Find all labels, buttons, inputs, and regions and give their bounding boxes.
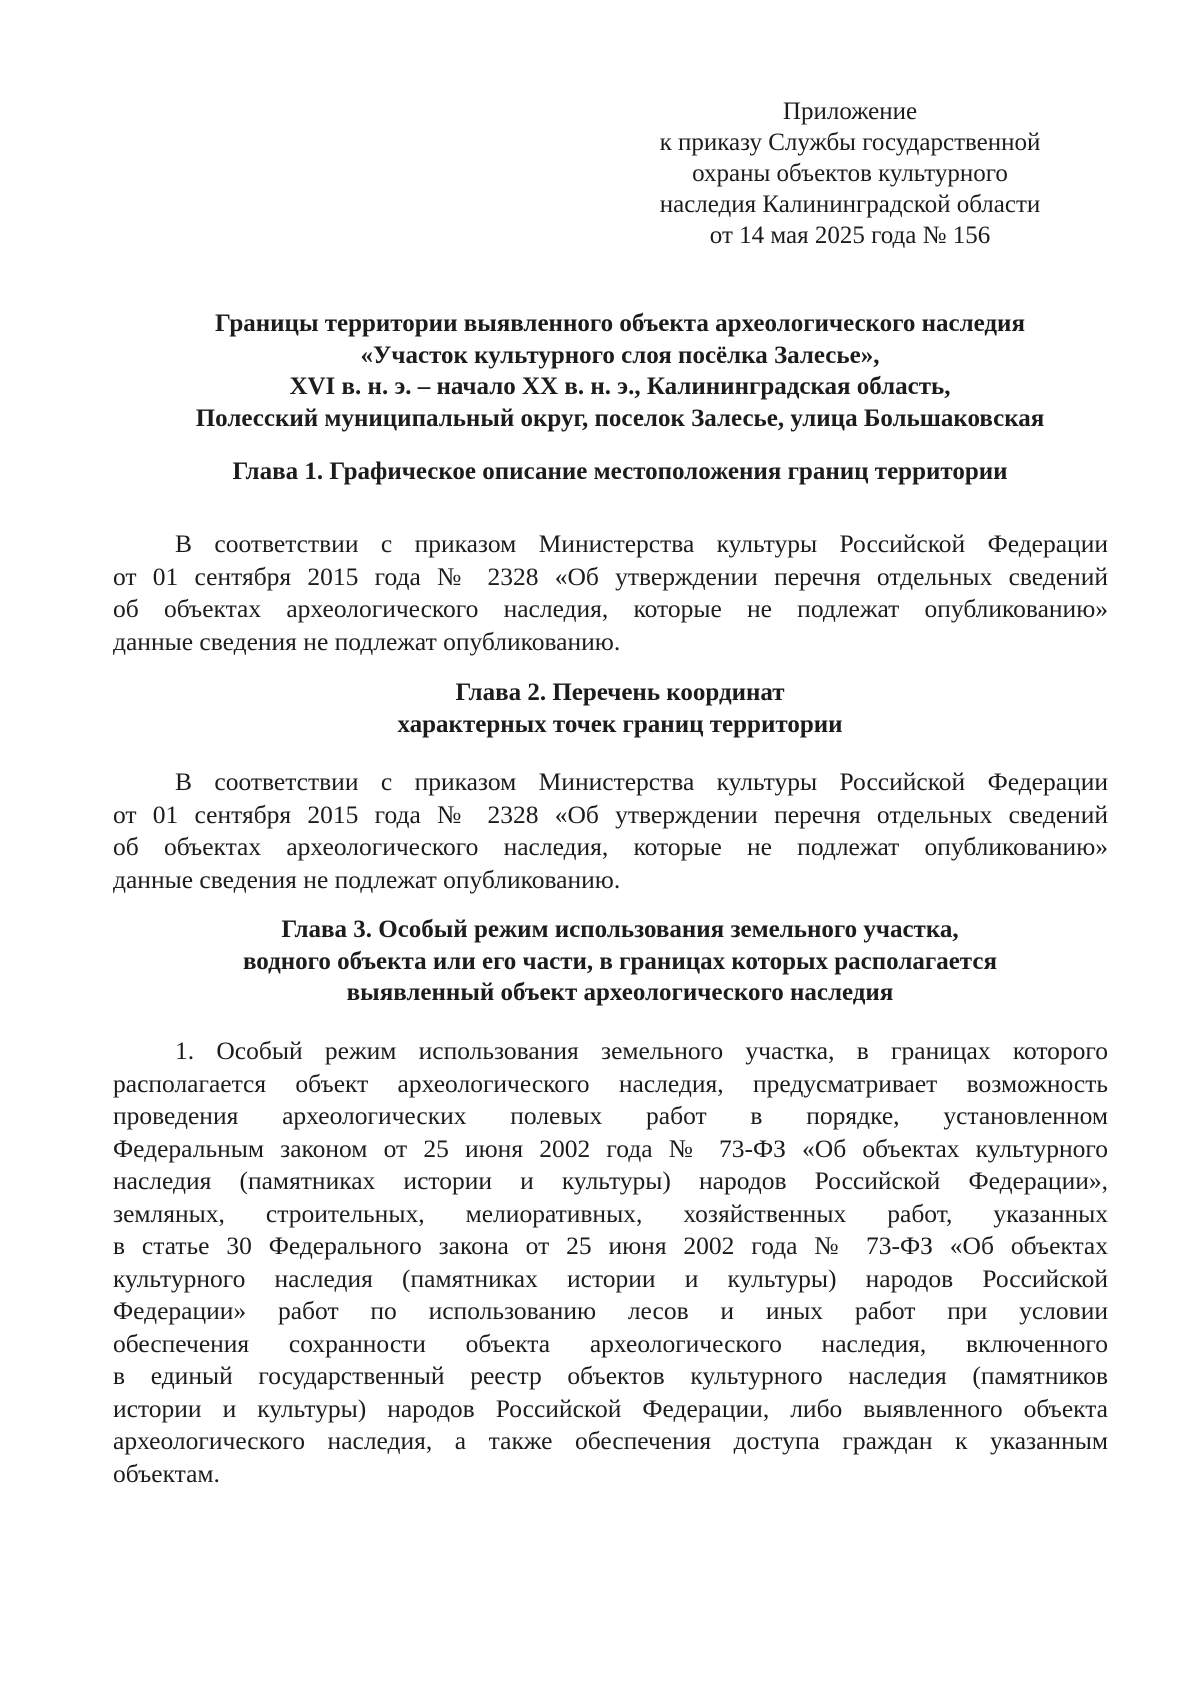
document-title: [130, 308, 1110, 434]
heading-line: выявленный объект археологического наследия: [346, 979, 894, 1006]
title-line: XVI в. н. э. – начало XX в. н. э., Калининградская область,: [289, 373, 951, 400]
chapter-1-heading: Глава 1. Графическое описание местоположения границ территории: [232, 458, 1008, 485]
chapter-1-text: В соответствии с приказом Министерства культуры Российской Федерации от 01 сентября 2015 года № 2328 «Об утверждении перечня отдельных сведений об объектах археологического наследия, которые не подлежат опубликованию» данные сведения не подлежат опубликованию.: [113, 529, 1108, 656]
chapter-3-heading: [130, 914, 1110, 1009]
chapter-2-heading: [130, 677, 1110, 740]
title-line: «Участок культурного слоя посёлка Залесье»,: [360, 341, 880, 369]
appendix-line: охраны объектов культурного: [692, 160, 1008, 187]
title-line: Границы территории выявленного объекта археологического наследия: [215, 310, 1025, 337]
heading-line: характерных точек границ территории: [397, 710, 843, 738]
appendix-line: Приложение: [782, 98, 918, 125]
appendix-line: к приказу Службы государственной: [659, 129, 1041, 156]
appendix-line: от 14 мая 2025 года № 156: [709, 222, 991, 249]
chapter-3-text: 1. Особый режим использования земельного участка, в границах которого располагается объект археологического наследия, предусматривает возможность проведения археологических полевых работ в порядке, установленном Федеральным законом от 25 июня 2002 года № 73-ФЗ «Об объектах культурного наследия (памятниках истории и культуры) народов Российской Федерации», земляных, строительных, мелиоративных, хозяйственных работ, указанных в статье 30 Федерального закона от 25 июня 2002 года № 73-ФЗ «Об объектах культурного наследия (памятниках истории и культуры) народов Российской Федерации» работ по использованию лесов и иных работ при условии обеспечения сохранности объекта археологического наследия, включенного в единый государственный реестр объектов культурного наследия (памятников истории и культуры) народов Российской Федерации, либо выявленного объекта археологического наследия, а также обеспечения доступа граждан к указанным объектам.: [113, 1036, 1108, 1488]
title-line: Полесский муниципальный округ, поселок Залесье, улица Большаковская: [195, 404, 1045, 432]
appendix-line: наследия Калининградской области: [659, 191, 1041, 218]
appendix-header: [620, 96, 1080, 251]
chapter-2-text: В соответствии с приказом Министерства культуры Российской Федерации от 01 сентября 2015 года № 2328 «Об утверждении перечня отдельных сведений об объектах археологического наследия, которые не подлежат опубликованию» данные сведения не подлежат опубликованию.: [113, 767, 1108, 894]
heading-line: Глава 3. Особый режим использования земельного участка,: [281, 916, 959, 943]
heading-line: Глава 2. Перечень координат: [455, 679, 785, 706]
heading-line: водного объекта или его части, в границах которых располагается: [242, 947, 998, 975]
